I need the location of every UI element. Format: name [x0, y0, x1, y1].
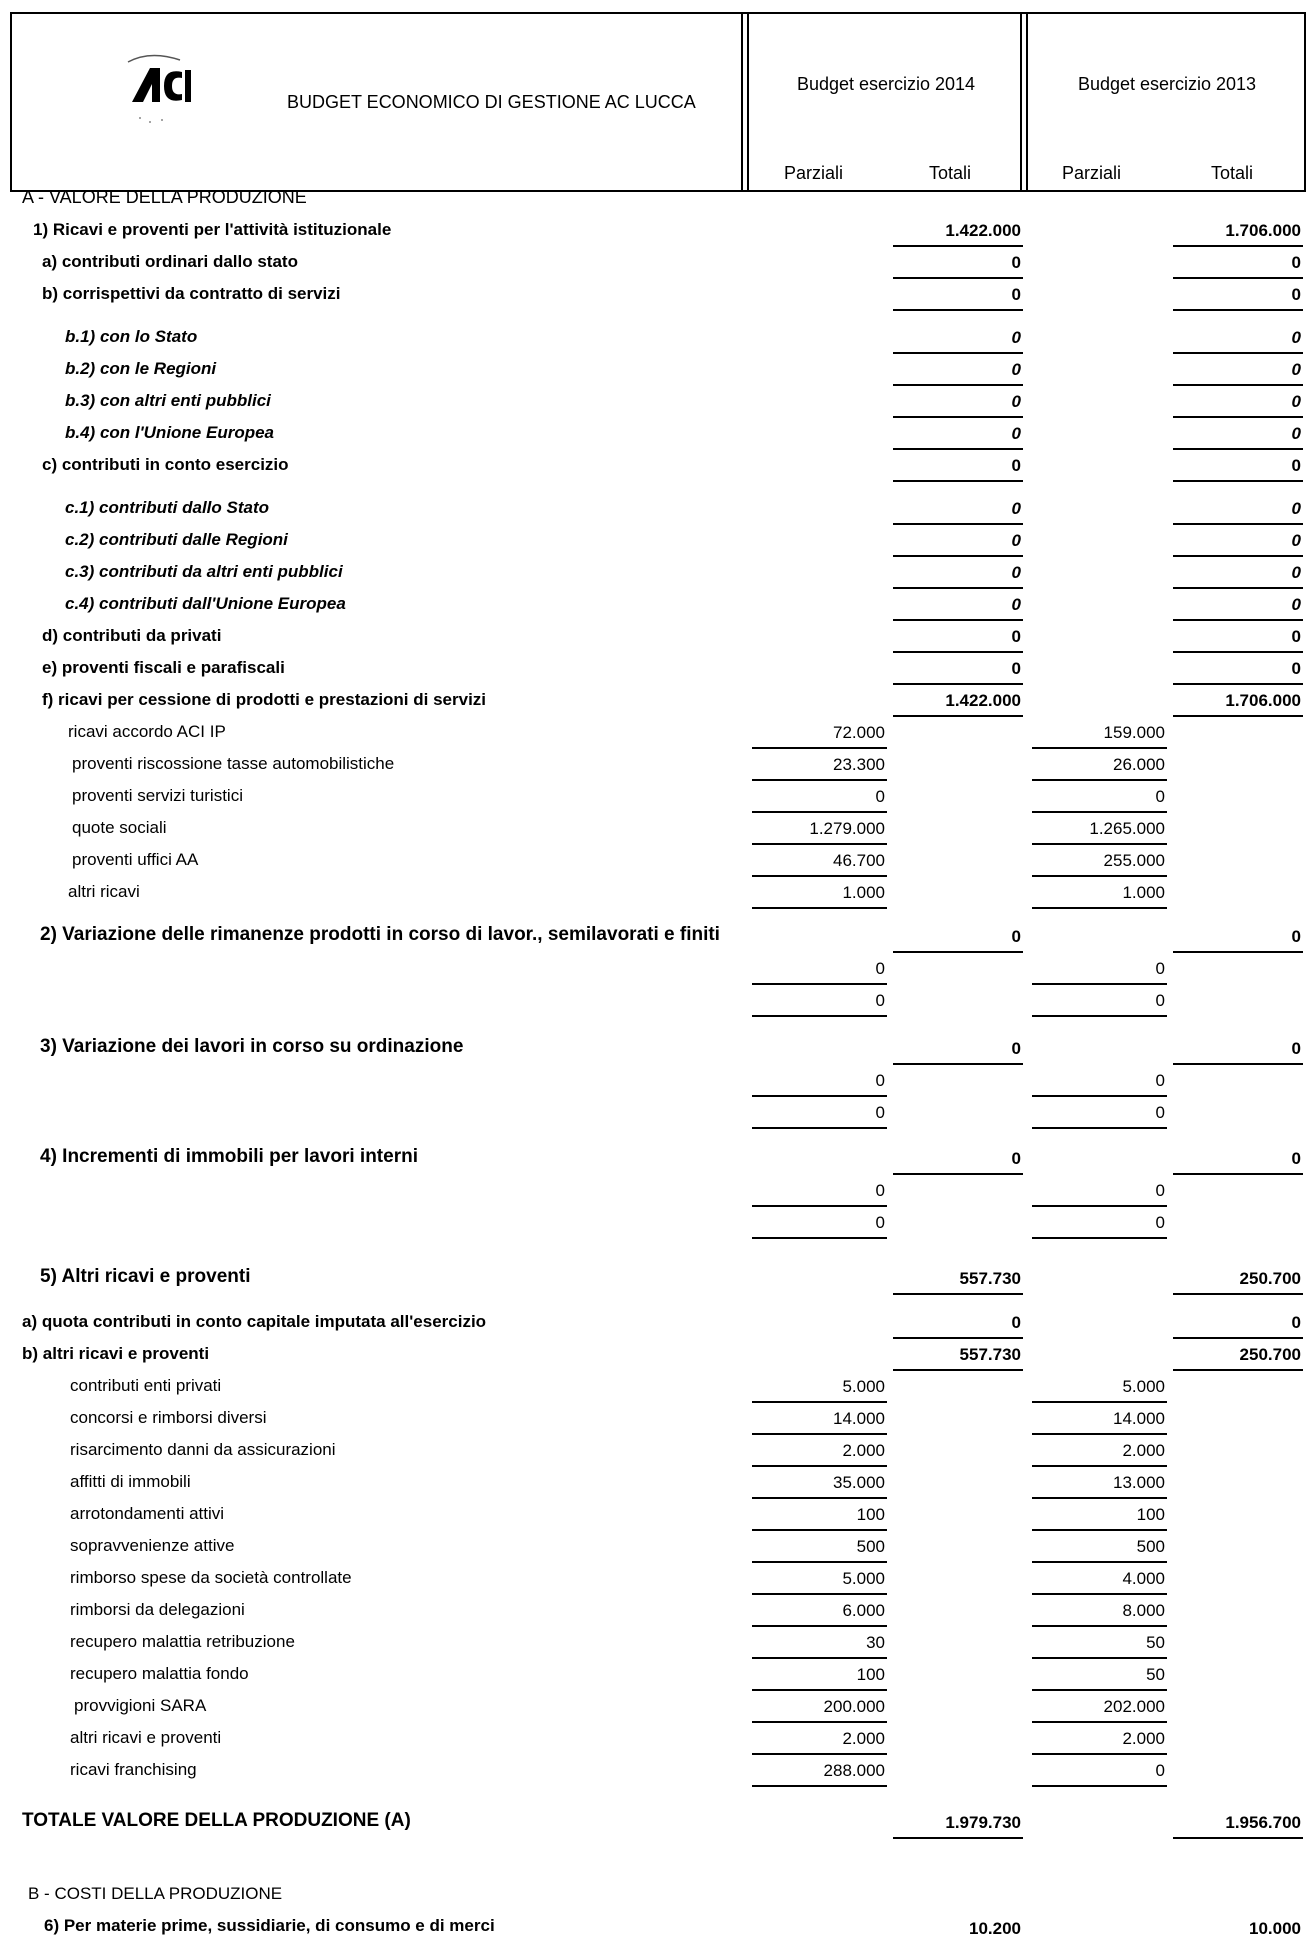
value-text: 23.300: [833, 755, 885, 774]
budget-row: [0, 810, 1308, 842]
value-cell-p13: [1032, 749, 1167, 781]
value-text: 0: [1291, 499, 1301, 518]
value-text: 0: [1291, 563, 1301, 582]
value-cell-p14: [752, 1563, 887, 1595]
col-totali-2013: Totali: [1211, 163, 1254, 183]
budget-row: [0, 874, 1308, 906]
budget-row: [0, 1204, 1308, 1236]
budget-row: [0, 778, 1308, 810]
value-text: 202.000: [1103, 1697, 1165, 1716]
value-text: 0: [1291, 627, 1301, 646]
value-cell-t14: [893, 653, 1023, 685]
budget-row: [0, 490, 1308, 522]
col-header-2013: Budget esercizio 2013: [1077, 74, 1257, 94]
value-cell-p14: [752, 1595, 887, 1627]
value-cell-t13: [1173, 418, 1303, 450]
value-cell-t14: [893, 1807, 1023, 1839]
value-text: 0: [1291, 285, 1301, 304]
value-text: 0: [1011, 1039, 1021, 1058]
value-text: 0: [1011, 253, 1021, 272]
value-text: 0: [1011, 360, 1021, 379]
value-text: 0: [1291, 1313, 1301, 1332]
value-cell-p14: [752, 1691, 887, 1723]
value-text: 250.700: [1239, 1269, 1301, 1288]
value-text: 557.730: [959, 1345, 1021, 1364]
budget-row: [0, 918, 1308, 950]
value-text: 0: [1011, 328, 1021, 347]
value-cell-p13: [1032, 1467, 1167, 1499]
value-text: 0: [1011, 424, 1021, 443]
value-text: 1.000: [1122, 883, 1165, 902]
budget-row: [0, 1336, 1308, 1368]
value-text: 0: [1011, 927, 1021, 946]
row-label: 6) Per materie prime, sussidiarie, di consumo e di merci: [44, 1916, 495, 1935]
value-text: 1.000: [842, 883, 885, 902]
budget-row: [0, 1140, 1308, 1172]
value-text: 557.730: [959, 1269, 1021, 1288]
value-text: 4.000: [1122, 1569, 1165, 1588]
value-cell-t14: [893, 921, 1023, 953]
row-label: contributi enti privati: [70, 1376, 222, 1395]
value-cell-p13: [1032, 1371, 1167, 1403]
value-cell-t14: [893, 279, 1023, 311]
value-cell-t13: [1173, 1033, 1303, 1065]
value-cell-p14: [752, 1659, 887, 1691]
row-label: rimborso spese da società controllate: [70, 1568, 352, 1587]
value-cell-p14: [752, 781, 887, 813]
value-cell-p13: [1032, 1065, 1167, 1097]
value-text: 0: [1155, 1213, 1165, 1232]
divider-2013-b: [1026, 12, 1028, 192]
value-text: 1.706.000: [1225, 221, 1301, 240]
row-label: c.1) contributi dallo Stato: [65, 498, 270, 517]
budget-row: [0, 1720, 1308, 1752]
row-label: concorsi e rimborsi diversi: [70, 1408, 267, 1427]
divider-2013-a: [1020, 12, 1022, 192]
row-label: proventi riscossione tasse automobilistiche: [72, 754, 395, 773]
row-label: f) ricavi per cessione di prodotti e prestazioni di servizi: [42, 690, 487, 709]
value-cell-p14: [752, 953, 887, 985]
value-cell-p14: [752, 1531, 887, 1563]
value-text: 0: [1291, 531, 1301, 550]
value-cell-p13: [1032, 1531, 1167, 1563]
value-text: 72.000: [833, 723, 885, 742]
value-text: 0: [875, 959, 885, 978]
value-text: 0: [1291, 253, 1301, 272]
value-cell-t14: [893, 354, 1023, 386]
value-text: 0: [875, 1103, 885, 1122]
value-text: 0: [1291, 360, 1301, 379]
value-cell-t13: [1173, 653, 1303, 685]
budget-row: [0, 244, 1308, 276]
value-text: 14.000: [1113, 1409, 1165, 1428]
value-cell-p14: [752, 1371, 887, 1403]
row-label: b.4) con l'Unione Europea: [65, 423, 275, 442]
row-label: affitti di immobili: [70, 1472, 191, 1491]
value-cell-t13: [1173, 621, 1303, 653]
value-cell-p14: [752, 749, 887, 781]
value-cell-t13: [1173, 1263, 1303, 1295]
row-label: 4) Incrementi di immobili per lavori interni: [40, 1146, 418, 1167]
row-label: e) proventi fiscali e parafiscali: [42, 658, 285, 677]
value-text: 0: [1011, 392, 1021, 411]
row-label: 3) Variazione dei lavori in corso su ordinazione: [40, 1036, 464, 1057]
value-cell-t14: [893, 386, 1023, 418]
value-cell-t13: [1173, 685, 1303, 717]
budget-row: [0, 714, 1308, 746]
value-cell-p14: [752, 1723, 887, 1755]
value-text: 0: [1011, 659, 1021, 678]
budget-row: [0, 1260, 1308, 1292]
value-cell-t13: [1173, 247, 1303, 279]
budget-row: [0, 682, 1308, 714]
value-text: 250.700: [1239, 1345, 1301, 1364]
row-label: 1) Ricavi e proventi per l'attività istituzionale: [33, 220, 392, 239]
budget-row: [0, 1528, 1308, 1560]
value-text: 0: [1291, 659, 1301, 678]
value-cell-t14: [893, 589, 1023, 621]
budget-row: [0, 1804, 1308, 1836]
value-cell-p14: [752, 985, 887, 1017]
value-text: 46.700: [833, 851, 885, 870]
aci-logo-icon: [110, 52, 210, 140]
divider-2014-a: [741, 12, 743, 192]
value-cell-t13: [1173, 1143, 1303, 1175]
row-label: ricavi accordo ACI IP: [68, 722, 226, 741]
budget-row: [0, 1464, 1308, 1496]
value-text: 0: [1155, 1181, 1165, 1200]
budget-row: [0, 1304, 1308, 1336]
value-cell-t14: [893, 1339, 1023, 1371]
value-text: 1.956.700: [1225, 1813, 1301, 1832]
value-cell-t14: [893, 418, 1023, 450]
value-cell-p13: [1032, 1691, 1167, 1723]
value-text: 0: [1011, 531, 1021, 550]
value-cell-p14: [752, 1467, 887, 1499]
value-text: 159.000: [1103, 723, 1165, 742]
value-text: 1.422.000: [945, 221, 1021, 240]
budget-row: [0, 650, 1308, 682]
col-parziali-2014: Parziali: [784, 163, 844, 183]
value-text: 1.706.000: [1225, 691, 1301, 710]
value-text: 0: [1291, 927, 1301, 946]
value-cell-t14: [893, 1143, 1023, 1175]
value-cell-p13: [1032, 877, 1167, 909]
value-text: 0: [875, 1181, 885, 1200]
value-cell-p13: [1032, 1403, 1167, 1435]
value-cell-p13: [1032, 1659, 1167, 1691]
value-cell-p14: [752, 1403, 887, 1435]
budget-row: [0, 1062, 1308, 1094]
budget-row: [0, 950, 1308, 982]
value-cell-p14: [752, 1207, 887, 1239]
value-cell-p14: [752, 1435, 887, 1467]
value-text: 0: [875, 991, 885, 1010]
value-cell-p13: [1032, 781, 1167, 813]
value-cell-p13: [1032, 1723, 1167, 1755]
row-label: altri ricavi: [68, 882, 140, 901]
value-cell-p14: [752, 1627, 887, 1659]
budget-row: [0, 1688, 1308, 1720]
row-label: d) contributi da privati: [42, 626, 222, 645]
value-text: 255.000: [1103, 851, 1165, 870]
budget-row: [0, 1752, 1308, 1784]
budget-row: [0, 276, 1308, 308]
budget-row: [0, 1496, 1308, 1528]
budget-row: [0, 319, 1308, 351]
value-cell-p13: [1032, 1755, 1167, 1787]
value-cell-t14: [893, 1033, 1023, 1065]
value-cell-p14: [752, 1065, 887, 1097]
value-text: 0: [1011, 595, 1021, 614]
value-cell-p14: [752, 1097, 887, 1129]
row-label: sopravvenienze attive: [70, 1536, 235, 1555]
value-text: 35.000: [833, 1473, 885, 1492]
row-label: b) corrispettivi da contratto di servizi: [42, 284, 341, 303]
row-label: rimborsi da delegazioni: [70, 1600, 245, 1619]
col-totali-2014: Totali: [929, 163, 972, 183]
row-label: TOTALE VALORE DELLA PRODUZIONE (A): [22, 1810, 411, 1831]
value-text: 0: [1291, 392, 1301, 411]
budget-row: [0, 383, 1308, 415]
value-text: 13.000: [1113, 1473, 1165, 1492]
value-text: 200.000: [823, 1697, 885, 1716]
value-text: 0: [875, 1071, 885, 1090]
value-cell-t13: [1173, 1307, 1303, 1339]
value-cell-t13: [1173, 589, 1303, 621]
value-cell-p13: [1032, 1175, 1167, 1207]
budget-row: [0, 522, 1308, 554]
value-cell-t13: [1173, 450, 1303, 482]
value-text: 2.000: [1122, 1441, 1165, 1460]
row-label: recupero malattia retribuzione: [70, 1632, 295, 1651]
value-cell-t13: [1173, 279, 1303, 311]
budget-row: [0, 1094, 1308, 1126]
value-cell-p13: [1032, 1563, 1167, 1595]
value-cell-t14: [893, 215, 1023, 247]
value-cell-p14: [752, 845, 887, 877]
budget-row: [0, 982, 1308, 1014]
budget-row: [0, 1908, 1308, 1940]
value-text: 6.000: [842, 1601, 885, 1620]
value-text: 100: [856, 1665, 885, 1684]
value-text: 0: [1011, 563, 1021, 582]
budget-row: [0, 212, 1308, 244]
value-cell-t14: [893, 621, 1023, 653]
header-left-border: [10, 12, 12, 192]
value-text: 500: [856, 1537, 885, 1556]
value-text: 1.265.000: [1089, 819, 1165, 838]
value-text: 0: [1155, 1761, 1165, 1780]
value-cell-t14: [893, 685, 1023, 717]
value-text: 0: [1155, 959, 1165, 978]
value-cell-t13: [1173, 322, 1303, 354]
row-label: b.3) con altri enti pubblici: [65, 391, 271, 410]
value-cell-p14: [752, 813, 887, 845]
value-text: 1.979.730: [945, 1813, 1021, 1832]
value-text: 2.000: [842, 1441, 885, 1460]
value-text: 0: [1011, 1149, 1021, 1168]
value-text: 30: [866, 1633, 885, 1652]
value-text: 0: [1291, 1149, 1301, 1168]
value-cell-t13: [1173, 386, 1303, 418]
row-label: altri ricavi e proventi: [70, 1728, 222, 1747]
row-label: 5) Altri ricavi e proventi: [40, 1266, 251, 1287]
budget-row: [0, 746, 1308, 778]
value-text: 0: [1291, 328, 1301, 347]
value-cell-t13: [1173, 525, 1303, 557]
row-label: a) contributi ordinari dallo stato: [42, 252, 298, 271]
row-label: c.4) contributi dall'Unione Europea: [65, 594, 346, 613]
budget-row: [0, 1368, 1308, 1400]
row-label: b) altri ricavi e proventi: [22, 1344, 210, 1363]
value-text: 0: [1011, 627, 1021, 646]
budget-row: [0, 842, 1308, 874]
budget-row: [0, 554, 1308, 586]
value-text: 0: [1011, 499, 1021, 518]
value-cell-t14: [893, 557, 1023, 589]
value-cell-t14: [893, 1263, 1023, 1295]
value-text: 0: [1155, 1071, 1165, 1090]
value-cell-p13: [1032, 1207, 1167, 1239]
value-text: 0: [1011, 285, 1021, 304]
row-label: ricavi franchising: [70, 1760, 197, 1779]
value-text: 0: [875, 787, 885, 806]
value-text: 0: [1155, 991, 1165, 1010]
budget-row: [0, 1624, 1308, 1656]
value-cell-p13: [1032, 1627, 1167, 1659]
value-text: 50: [1146, 1665, 1165, 1684]
value-cell-t14: [893, 247, 1023, 279]
row-label: A - VALORE DELLA PRODUZIONE: [22, 187, 307, 207]
value-cell-p14: [752, 1499, 887, 1531]
budget-row: [0, 1400, 1308, 1432]
col-header-2014: Budget esercizio 2014: [796, 74, 976, 94]
budget-row: [0, 1432, 1308, 1464]
budget-row: [0, 1172, 1308, 1204]
sheet-title: BUDGET ECONOMICO DI GESTIONE AC LUCCA: [287, 92, 696, 112]
value-text: 0: [1291, 424, 1301, 443]
value-cell-t14: [893, 450, 1023, 482]
budget-row: [0, 618, 1308, 650]
value-cell-t13: [1173, 493, 1303, 525]
row-label: a) quota contributi in conto capitale imputata all'esercizio: [22, 1312, 487, 1331]
value-cell-p13: [1032, 1595, 1167, 1627]
value-text: 100: [856, 1505, 885, 1524]
value-text: 1.422.000: [945, 691, 1021, 710]
value-cell-p13: [1032, 1499, 1167, 1531]
value-cell-p14: [752, 1175, 887, 1207]
value-text: 0: [1011, 456, 1021, 475]
budget-row: [0, 180, 1308, 212]
budget-row: [0, 1030, 1308, 1062]
value-text: 2.000: [1122, 1729, 1165, 1748]
row-label: 2) Variazione delle rimanenze prodotti in corso di lavor., semilavorati e finiti: [40, 924, 720, 945]
value-text: 0: [875, 1213, 885, 1232]
value-cell-p13: [1032, 1097, 1167, 1129]
value-text: 5.000: [842, 1377, 885, 1396]
value-cell-p13: [1032, 1435, 1167, 1467]
value-cell-t13: [1173, 354, 1303, 386]
row-label: c.2) contributi dalle Regioni: [65, 530, 288, 549]
value-text: 14.000: [833, 1409, 885, 1428]
value-text: 0: [1291, 456, 1301, 475]
value-text: 2.000: [842, 1729, 885, 1748]
value-text: 26.000: [1113, 755, 1165, 774]
budget-row: [0, 1592, 1308, 1624]
value-text: 1.279.000: [809, 819, 885, 838]
value-cell-p13: [1032, 813, 1167, 845]
row-label: c.3) contributi da altri enti pubblici: [65, 562, 343, 581]
value-cell-t13: [1173, 215, 1303, 247]
budget-row: [0, 1876, 1308, 1908]
value-cell-t13: [1173, 1807, 1303, 1839]
row-label: c) contributi in conto esercizio: [42, 455, 289, 474]
value-text: 100: [1136, 1505, 1165, 1524]
header-right-border: [1304, 12, 1306, 192]
value-cell-t14: [893, 1307, 1023, 1339]
value-cell-p14: [752, 1755, 887, 1787]
row-label: b.1) con lo Stato: [65, 327, 198, 346]
divider-2014-b: [747, 12, 749, 192]
row-label: provvigioni SARA: [74, 1696, 207, 1715]
row-label: quote sociali: [72, 818, 167, 837]
value-text: 0: [1291, 595, 1301, 614]
value-text: 5.000: [1122, 1377, 1165, 1396]
row-label: recupero malattia fondo: [70, 1664, 249, 1683]
value-cell-t14: [893, 493, 1023, 525]
col-parziali-2013: Parziali: [1062, 163, 1122, 183]
value-cell-t13: [1173, 1339, 1303, 1371]
row-label: b.2) con le Regioni: [65, 359, 217, 378]
value-cell-t14: [893, 525, 1023, 557]
value-text: 0: [1291, 1039, 1301, 1058]
row-label: proventi servizi turistici: [72, 786, 243, 805]
value-text: 500: [1136, 1537, 1165, 1556]
budget-row: [0, 351, 1308, 383]
value-cell-p13: [1032, 845, 1167, 877]
row-label: risarcimento danni da assicurazioni: [70, 1440, 336, 1459]
budget-row: [0, 586, 1308, 618]
value-cell-t13: [1173, 921, 1303, 953]
value-cell-t13: [1173, 557, 1303, 589]
budget-row: [0, 415, 1308, 447]
value-text: 0: [1011, 1313, 1021, 1332]
value-text: 50: [1146, 1633, 1165, 1652]
row-label: arrotondamenti attivi: [70, 1504, 225, 1523]
value-cell-p13: [1032, 985, 1167, 1017]
budget-row: [0, 1560, 1308, 1592]
value-text: 10.200: [969, 1919, 1021, 1938]
value-text: 0: [1155, 787, 1165, 806]
value-cell-p13: [1032, 717, 1167, 749]
row-label: proventi uffici AA: [72, 850, 199, 869]
value-text: 0: [1155, 1103, 1165, 1122]
value-cell-p13: [1032, 953, 1167, 985]
value-text: 8.000: [1122, 1601, 1165, 1620]
value-text: 10.000: [1249, 1919, 1301, 1938]
value-cell-p14: [752, 717, 887, 749]
header-top-border: [10, 12, 1306, 14]
budget-row: [0, 1656, 1308, 1688]
row-label: B - COSTI DELLA PRODUZIONE: [28, 1884, 283, 1903]
value-text: 5.000: [842, 1569, 885, 1588]
budget-row: [0, 447, 1308, 479]
value-cell-t14: [893, 322, 1023, 354]
value-text: 288.000: [823, 1761, 885, 1780]
value-cell-p14: [752, 877, 887, 909]
